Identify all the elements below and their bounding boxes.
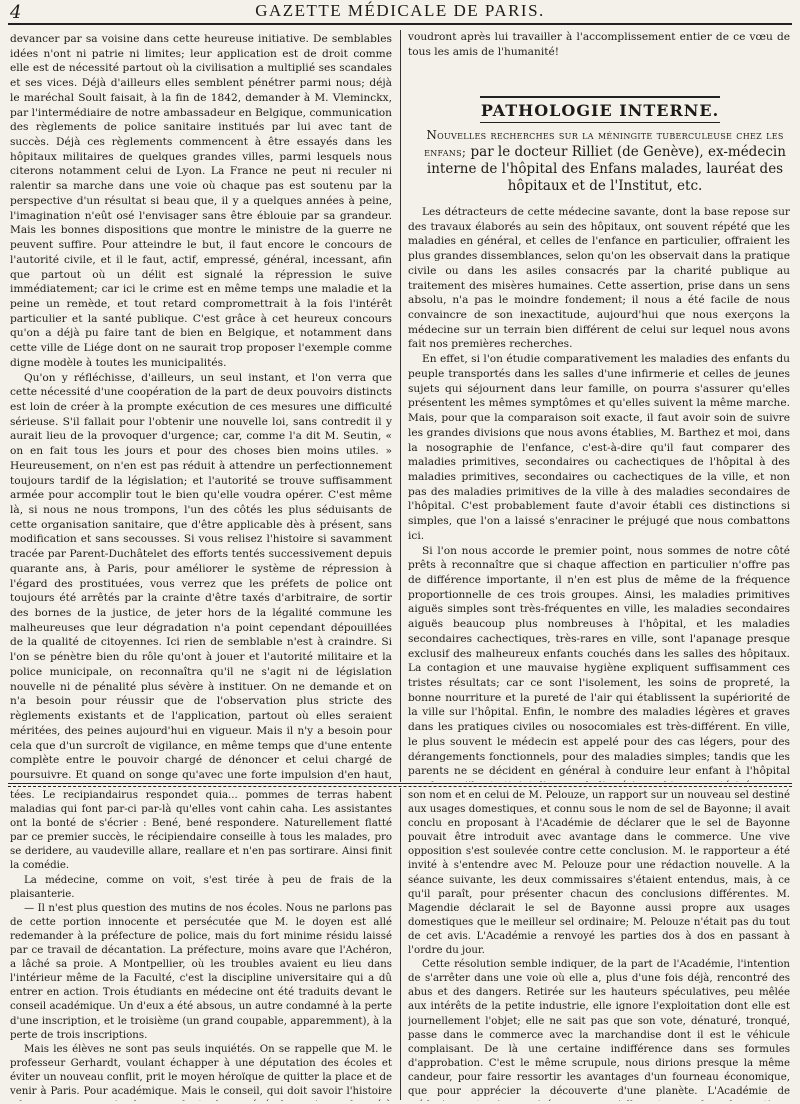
left-column	[10, 32, 392, 782]
continuation-paragraph: voudront après lui travailler à l'accomplissement entier de ce vœu de tous les amis de l'humanité!	[408, 31, 790, 58]
right-column-continuation	[408, 30, 790, 62]
feuilleton-rule-dashed	[8, 786, 792, 787]
feuilleton-rule	[8, 783, 792, 784]
header-rule	[8, 23, 792, 25]
page-number: 4	[10, 2, 22, 23]
feuilleton-left-paragraph-4: Mais les élèves ne sont pas seuls inquiétés. On se rappelle que M. le professeur Gerhardt, voulant échapper à une députation des écoles et éviter un nouveau conflit, prit le moyen héroïque de quitter la place et de venir à Paris. Pour académique. Mais le conseil, qui doit savoir l'histoire	[10, 1043, 392, 1097]
feuilleton-right-paragraph-2: Cette résolution semble indiquer, de la part de l'Académie, l'intention de s'arrêter dans une voie où elle a, plus d'une fois déjà, rencontré des abus et des dangers. Retirée sur les hauteurs spéculatives, peu mêlée aux intérêts de la petite industrie, elle ignore l'exploitation dont elle est journellement l'objet; elle ne sait pas que son vote, dénaturé, tronqué, passe dans le commerce avec la marchandise dont il est le véhicule complaisant. De là une certaine indifférence dans ses formules d'approbation. C'est le même scrupule, nous dirions presque la même candeur, pour faire ressortir les avantages d'un fourneau économique, que pour apprécier la découverte d'une planète. L'Académie de	[408, 959, 790, 1097]
feuilleton-left-paragraph-1: tées. Le recipiandairus respondet quia... pommes de terras habent maladias qui font par-ci par-là qu'elles vont cahin caha. Les assistantes ont la bonté de s'écrier : Bené, bené respondere. Naturellement flatté par ce premier succès, le récipiendaire conseille à tous les malades, pro se deridere, au vaudeville allare, reallare et n'en pas sortirare. Ainsi finit la comédie.	[10, 790, 392, 872]
feuilleton-right-column	[408, 789, 790, 1101]
right-column-article	[408, 205, 790, 782]
article-paragraph-2: En effet, si l'on étudie comparativement les maladies des enfants du peuple transportés dans les salles d'une infirmerie et celles de jeunes sujets qui séjournent dans leur famille, on pourra s'assurer qu'elles présentent les mêmes symptômes et qu'elles suivent la même marche. Mais, pour que la comparaison soit exacte, il faut avoir soin de suivre les grandes divisions que nous avons établies, M. Barthez et moi, dans la nosographie de l'enfance, c'est-à-dire qu'il faut comparer des maladies primitives, secondaires ou cachectiques de l'hôpital à des maladies primitives, secondaires ou cachectiques de la ville, et non pas des maladies primitives de la ville à des maladies secondaires de l'hôpital. C'est probablement faute d'avoir établi ces distinctions si simples, que l'on a laissé s'enraciner le préjugé que nous combattons ici.	[408, 353, 790, 542]
article-title	[420, 127, 790, 195]
column-divider-lower	[400, 788, 401, 1100]
left-paragraph-1: devancer par sa voisine dans cette heureuse initiative. De semblables idées n'ont ni patrie ni limites; leur application est de droit comme elle est de nécessité partout où la civilisation a multiplié ses scandales et ses vices. Déjà d'ailleurs elles semblent pénétrer parmi nous; déjà le maréchal Soult faisait, à la fin de 1842, demander à M. Vleminckx, par l'intermédiaire de notre ambassadeur en Belgique, communication des règlements de police sanitaire institués par lui avec tant de succès. Déjà ces règlements commencent à être essayés dans les hôpitaux militaires de quelques grandes villes, parmi lesquels nous citerons notamment celui de Lyon. La France ne peut ni reculer ni ralentir sa marche dans une voie où chaque pas est soutenu par la perspective d'un résultat si beau que, il y a quelques années à peine, l'imagination n'eût osé l'envisager sans être éblouie par sa grandeur. Mais les bonnes dispositions que montre le ministre de la guerre ne peuvent suffire. Pour atteindre le but, il faut encore le concours de l'autorité civile, et il le faut, actif, empressé, général, incessant, afin que partout où un délit est signalé la répression le suive immédiatement; car ici le crime est en même temps une maladie et la peine un remède, et tout retard compromettrait à la fois l'intérêt particulier et la santé publique. C'est grâce à cet heureux concours qu'on a déjà pu faire tant de bien en Belgique, et notamment dans cette ville de Liége dont on ne saurait trop proposer l'exemple comme digne modèle à toutes les municipalités.	[10, 33, 392, 369]
feuilleton-left-paragraph-3: — Il n'est plus question des mutins de nos écoles. Nous ne parlons pas de cette portion innocente et persécutée que M. le doyen est allé redemander à la préfecture de police, mais du fort minime résidu laissé par ce travail de décantation. La préfecture, moins avare que l'Achéron, a lâché sa proie. A Montpellier, où les troubles avaient eu lieu dans l'intérieur même de la Faculté, c'est la discipline universitaire qui a dû entrer en action. Trois étudiants en médecine ont été traduits devant le conseil académique. Un d'eux a été absous, un autre condamné à la perte d'une inscription, et le troisième (un grand coupable, apparemment), à la perte de trois inscriptions.	[10, 902, 392, 1041]
article-paragraph-3: Si l'on nous accorde le premier point, nous sommes de notre côté prêts à reconnaître que si chaque affection en particulier n'offre pas de différence importante, il n'en est plus de même de la fréquence proportionnelle de ces trois groupes. Ainsi, les maladies primitives aiguës simples sont très-fréquentes en ville, les maladies secondaires aiguës beaucoup plus nombreuses à l'hôpital, et les maladies secondaires cachectiques, très-rares en ville, sont l'apanage presque exclusif des malheureux enfants couchés dans les salles des hôpitaux. La contagion et une mauvaise hygiène expliquent suffisamment ces tristes résultats; car ce sont l'isolement, les soins de propreté, la bonne nourriture et la pureté de l'air qui établissent la supériorité de la ville sur l'hôpital. Enfin, le nombre des maladies légères et graves dans les pratiques civiles ou nosocomiales est très-différent. En ville, le plus souvent le médecin est appelé pour des cas légers, pour des dérangements fonctionnels, pour des maladies simples; tandis que les parents ne se décident en général à conduire leur enfant à l'hôpital	[408, 544, 790, 778]
feuilleton-right-paragraph-1: son nom et en celui de M. Pelouze, un rapport sur un nouveau sel destiné aux usages domestiques, et connu sous le nom de sel de Bayonne; il avait conclu en proposant à l'Académie de déclarer que le sel de Bayonne pouvait être introduit avec avantage dans le commerce. Une vive opposition s'est soulevée contre cette conclusion. M. le rapporteur a été invité à s'entendre avec M. Pelouze pour une rédaction nouvelle. A la séance suivante, les deux commissaires s'étaient entendus, mais, à ce qu'il paraît, pour présenter chacun des conclusions différentes. M. Magendie déclarait le sel de Bayonne aussi propre aux usages domestiques que le meilleur sel ordinaire; M. Pelouze n'était pas du tout de cet avis. L'Académie a renvoyé les parties dos à dos en passant à l'ordre du jour.	[408, 790, 790, 957]
feuilleton-left-paragraph-2: La médecine, comme on voit, s'est tirée à peu de frais de la plaisanterie.	[10, 874, 392, 900]
article-title-smallcaps: Nouvelles recherches sur la méningite tuberculeuse chez les enfans;	[424, 128, 784, 159]
left-paragraph-2: Qu'on y réfléchisse, d'ailleurs, un seul instant, et l'on verra que cette nécessité d'une coopération de la part de deux pouvoirs distincts est loin de créer à la prompte exécution de ces mesures une difficulté sérieuse. S'il fallait pour l'obtenir une nouvelle loi, sans contredit il y aurait lieu de la provoquer d'urgence; car, comme l'a dit M. Seutin, « on en fait tous les jours et pour des choses bien moins utiles. » Heureusement, on n'en est pas réduit à attendre un perfectionnement toujours tardif de la législation; et l'autorité se trouve suffisamment armée pour accomplir tout le bien qu'elle voudra opérer. C'est même là, si nous ne nous trompons, l'un des côtés les plus séduisants de cette organisation sanitaire, que d'être applicable dès à présent, sans modification et sans secousses. Si vous relisez l'histoire si savamment tracée par Parent-Duchâtelet des efforts tentés successivement depuis quarante ans, à Paris, pour améliorer le système de répression à l'égard des prostituées, vous verrez que les préfets de police ont toujours été arrêtés par la crainte d'être taxés d'arbitraire, de sortir des bornes de la justice, de jeter hors de la légalité commune les malheureuses que leur dégradation n'a point cependant dépouillées de la qualité de citoyennes. Ici rien de semblable n'est à craindre. Si l'on se pénètre bien du rôle qu'ont à jouer et l'autorité militaire et la police municipale, on reconnaîtra qu'il ne s'agit ni de législation nouvelle ni de pénalité plus sévère à instituer. On ne demande et on n'a besoin pour réussir que de l'observation plus stricte des règlements existants et de l'application, partout où elles seraient méritées, des peines aujourd'hui en vigueur. Mais il n'y a besoin pour cela que d'un surcroît de vigilance, en même temps que d'une entente complète entre le pouvoir chargé de dénoncer et celui chargé de poursuivre. Et quand on songe qu'avec une forte impulsion d'en haut,	[10, 371, 392, 781]
article-title-author: par le docteur Rilliet (de Genève), ex-médecin interne de l'hôpital des Enfans malades, lauréat des hôpitaux et de l'Institut, etc.	[426, 144, 786, 194]
feuilleton-left-column	[10, 789, 392, 1101]
article-paragraph-1: Les détracteurs de cette médecine savante, dont la base repose sur des travaux élaborés au sein des hôpitaux, ont souvent répété que les maladies en général, et celles de l'enfance en particulier, offraient les plus grandes dissemblances, selon qu'on les observait dans la pratique civile ou dans les asiles consacrés par la charité publique au traitement des misères humaines. Cette assertion, prise dans un sens absolu, n'a pas le moindre fondement; il nous a été facile de nous convaincre de son inexactitude, aujourd'hui que nous exerçons la médecine sur un terrain bien différent de celui sur lequel nous avons fait nos premières recherches.	[408, 206, 790, 351]
masthead-title: GAZETTE MÉDICALE DE PARIS.	[255, 1, 545, 20]
section-heading: PATHOLOGIE INTERNE.	[480, 96, 720, 123]
column-divider-upper	[400, 30, 401, 782]
